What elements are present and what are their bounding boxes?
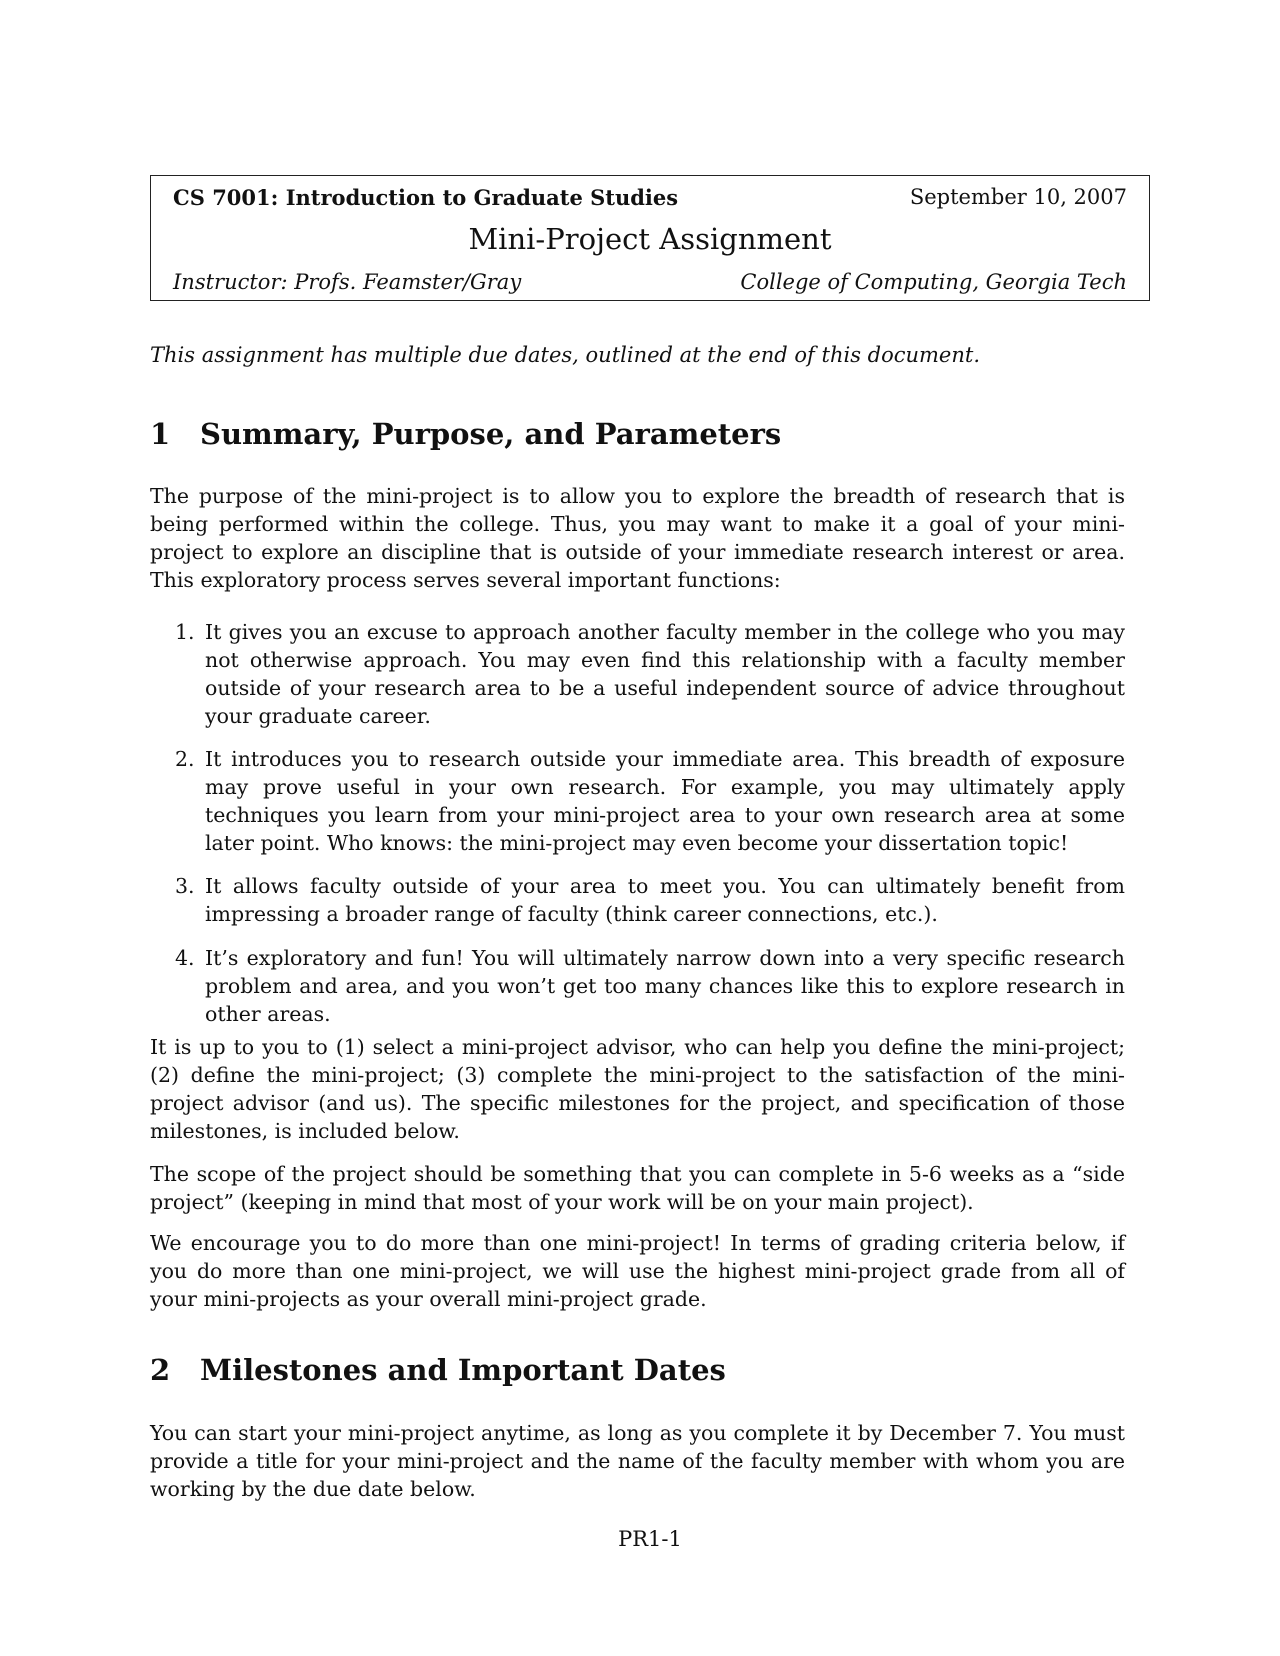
section-2-heading	[150, 1353, 726, 1387]
list-item-marker: 3.	[175, 874, 195, 898]
section-2-paragraph: You can start your mini-project anytime, as long as you complete it by December 7. You must provide a title for your mini-project and the name of the faculty member with whom you are working by the due date below.	[150, 1421, 1125, 1501]
list-item-text: It allows faculty outside of your area to meet you. You can ultimately benefit from impressing a broader range of faculty (think career connections, etc.).	[205, 874, 1125, 926]
list-item-marker: 2.	[175, 747, 195, 771]
header-date: September 10, 2007	[909, 185, 1127, 209]
list-item	[175, 618, 1125, 730]
list-item	[175, 872, 1125, 928]
list-item-text: It’s exploratory and fun! You will ultimately narrow down into a very specific research problem and area, and you won’t get too many chances like this to explore research in other areas.	[205, 946, 1125, 1026]
college-line: College of Computing, Georgia Tech	[740, 270, 1127, 294]
section-2-number: 2	[150, 1353, 171, 1387]
section-1-paragraph: It is up to you to (1) select a mini-project advisor, who can help you define the mini-project; (2) define the mini-project; (3) complete the mini-project to the satisfaction of the mini-project advisor (and us). The specific milestones for the project, and specification of those milestones, is included below.	[150, 1035, 1125, 1143]
list-item-marker: 1.	[175, 620, 195, 644]
due-dates-note: This assignment has multiple due dates, outlined at the end of this document.	[150, 343, 980, 367]
section-1-paragraph: The purpose of the mini-project is to allow you to explore the breadth of research that is being performed within the college. Thus, you may want to make it a goal of your mini-project to explore an discipline that is outside of your immediate research interest or area. This exploratory process serves several important functions:	[150, 484, 1125, 592]
list-item-text: It introduces you to research outside your immediate area. This breadth of exposure may prove useful in your own research. For example, you may ultimately apply techniques you learn from your mini-project area to your own research area at some later point. Who knows: the mini-project may even become your dissertation topic!	[205, 747, 1125, 855]
section-1-number: 1	[150, 417, 171, 451]
document-page	[150, 0, 1150, 1656]
list-item	[175, 944, 1125, 1028]
section-2-title: Milestones and Important Dates	[200, 1353, 726, 1387]
list-item	[175, 745, 1125, 857]
instructor-line: Instructor: Profs. Feamster/Gray	[173, 270, 522, 294]
section-1-title: Summary, Purpose, and Parameters	[200, 417, 782, 451]
list-item-marker: 4.	[175, 946, 195, 970]
list-item-text: It gives you an excuse to approach another faculty member in the college who you may not otherwise approach. You may even find this relationship with a faculty member outside of your research area to be a useful independent source of advice throughout your graduate career.	[205, 620, 1125, 728]
section-1-heading	[150, 417, 782, 451]
assignment-title: Mini-Project Assignment	[468, 222, 832, 256]
section-1-paragraph: The scope of the project should be something that you can complete in 5-6 weeks as a “side project” (keeping in mind that most of your work will be on your main project).	[150, 1162, 1125, 1214]
assignment-header	[150, 175, 1150, 301]
section-1-paragraph: We encourage you to do more than one mini-project! In terms of grading criteria below, if you do more than one mini-project, we will use the highest mini-project grade from all of your mini-projects as your overall mini-project grade.	[150, 1231, 1125, 1311]
page-number: PR1-1	[618, 1527, 682, 1551]
course-title: CS 7001: Introduction to Graduate Studies	[173, 185, 679, 210]
